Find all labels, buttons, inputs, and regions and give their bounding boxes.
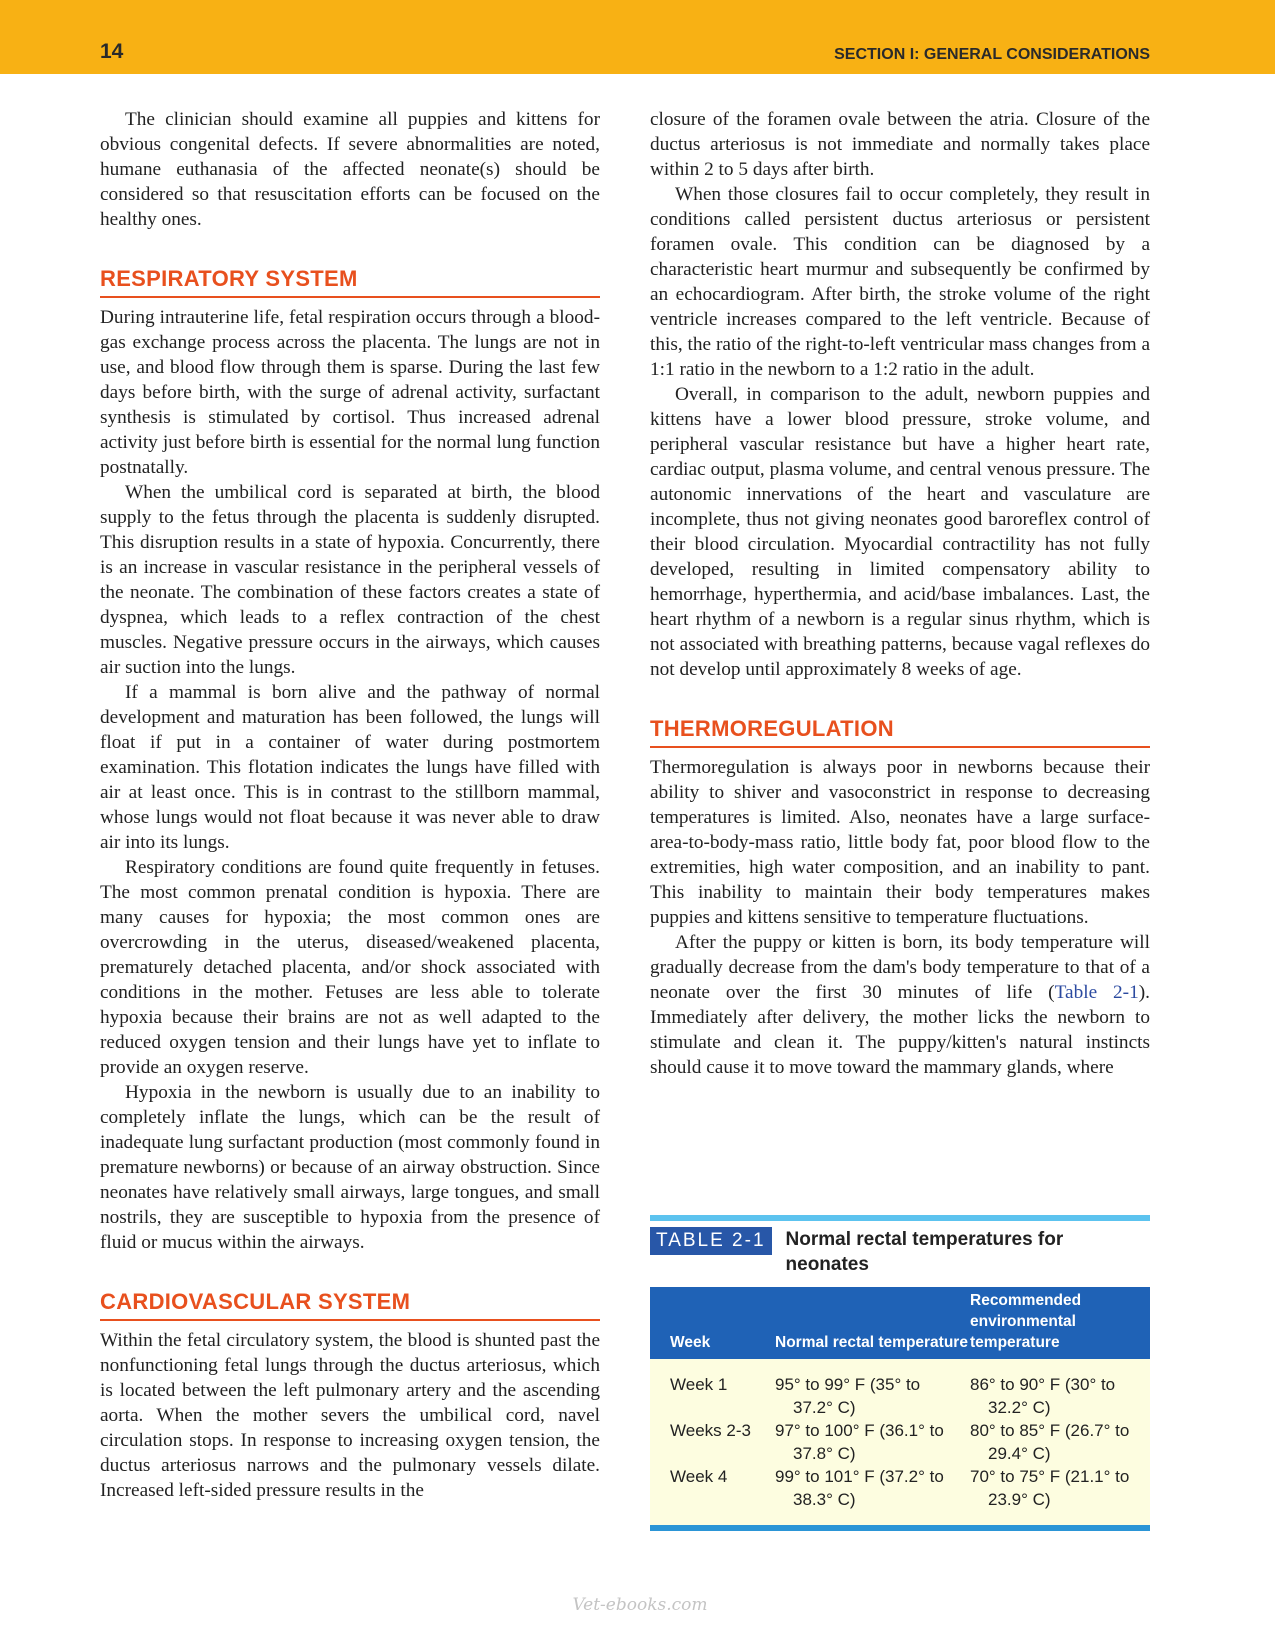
page-number: 14	[100, 40, 124, 63]
respiratory-paragraph-2: When the umbilical cord is separated at birth, the blood supply to the fetus through the placenta is suddenly disrupted. This disruption results in a state of hypoxia. Concurrently, there is an increase in vascular resistance in the peripheral vessels of the neonate. The combination of these factors creates a state of dyspnea, which leads to a reflex contraction of the chest muscles. Negative pressure occurs in the airways, which causes air suction into the lungs.	[100, 482, 600, 678]
header-normal-rectal-temperature: Normal rectal temperature	[775, 1334, 968, 1351]
thermoregulation-paragraph-1: Thermoregulation is always poor in newborns because their ability to shiver and vasoconstrict in response to decreasing temperatures is limited. Also, neonates have a large surface-area-to-body-mass ratio, little body fat, poor blood flow to the extremities, high water composition, and an inability to pant. This inability to maintain their body temperatures makes puppies and kittens sensitive to temperature fluctuations.	[650, 757, 1150, 928]
respiratory-heading: RESPIRATORY SYSTEM	[100, 266, 600, 298]
header-recommended-environmental-temperature: Recommended environmental temperature	[970, 1292, 1082, 1351]
right-column	[650, 107, 1150, 1080]
table-header-row	[650, 1287, 1150, 1359]
table-bottom-rule	[650, 1525, 1150, 1531]
table-2-1-link[interactable]: Table 2-1	[1054, 982, 1139, 1003]
table-cell-environmental: 80° to 85° F (26.7° to 29.4° C)	[970, 1421, 1130, 1463]
table-caption: Normal rectal temperatures for neonates	[785, 1229, 1064, 1275]
table-row	[650, 1419, 1150, 1465]
table-cell-rectal: 99° to 101° F (37.2° to 38.3° C)	[775, 1467, 944, 1509]
thermoregulation-paragraph-2	[650, 930, 1150, 1080]
table-cell-environmental: 70° to 75° F (21.1° to 23.9° C)	[970, 1467, 1130, 1509]
respiratory-paragraph-5: Hypoxia in the newborn is usually due to an inability to completely inflate the lungs, which can be the result of inadequate lung surfactant production (most commonly found in premature newborns) or because of an airway obstruction. Since neonates have relatively small airways, large tongues, and small nostrils, they are susceptible to hypoxia from the presence of fluid or mucus within the airways.	[100, 1082, 600, 1253]
running-section-title: SECTION I: GENERAL CONSIDERATIONS	[834, 46, 1150, 63]
thermo-text-before-link: After the puppy or kitten is born, its body temperature will gradually decrease from the dam's body temperature to that of a neonate over the first 30 minutes of life (	[650, 932, 1150, 1003]
table-cell-week: Week 4	[670, 1467, 728, 1486]
table-cell-rectal: 97° to 100° F (36.1° to 37.8° C)	[775, 1421, 944, 1463]
temperature-table	[650, 1215, 1150, 1531]
table-title-row	[650, 1227, 1150, 1277]
table-row	[650, 1465, 1150, 1511]
table-row	[650, 1373, 1150, 1419]
table-cell-week: Weeks 2-3	[670, 1421, 751, 1440]
cardiovascular-paragraph-1: Within the fetal circulatory system, the blood is shunted past the nonfunctioning fetal lungs through the ductus arteriosus, which is located between the left pulmonary artery and the ascending aorta. When the mother severs the umbilical cord, navel circulation stops. In response to increasing oxygen tension, the ductus arteriosus narrows and the pulmonary vessels dilate. Increased left-sided pressure results in the	[100, 1330, 600, 1501]
intro-paragraph: The clinician should examine all puppies and kittens for obvious congenital defects. If severe abnormalities are noted, humane euthanasia of the affected neonate(s) should be considered so that resuscitation efforts can be focused on the healthy ones.	[100, 109, 600, 230]
table-cell-week: Week 1	[670, 1375, 728, 1394]
table-cell-rectal: 95° to 99° F (35° to 37.2° C)	[775, 1375, 921, 1417]
header-week: Week	[670, 1334, 711, 1351]
cardiovascular-continued: closure of the foramen ovale between the atria. Closure of the ductus arteriosus is not immediate and normally takes place within 2 to 5 days after birth.	[650, 109, 1150, 180]
thermoregulation-heading: THERMOREGULATION	[650, 716, 1150, 748]
cardiovascular-heading: CARDIOVASCULAR SYSTEM	[100, 1289, 600, 1321]
table-cell-environmental: 86° to 90° F (30° to 32.2° C)	[970, 1375, 1116, 1417]
table-number-label: TABLE 2-1	[650, 1227, 772, 1255]
respiratory-paragraph-1: During intrauterine life, fetal respiration occurs through a blood-gas exchange process across the placenta. The lungs are not in use, and blood flow through them is sparse. During the last few days before birth, with the surge of adrenal activity, surfactant synthesis is stimulated by cortisol. Thus increased adrenal activity just before birth is essential for the normal lung function postnatally.	[100, 307, 600, 478]
cardiovascular-paragraph-3: Overall, in comparison to the adult, newborn puppies and kittens have a lower blood pressure, stroke volume, and peripheral vascular resistance but have a higher heart rate, cardiac output, plasma volume, and central venous pressure. The autonomic innervations of the heart and vasculature are incomplete, thus not giving neonates good baroreflex control of their blood circulation. Myocardial contractility has not fully developed, resulting in limited compensatory ability to hemorrhage, hyperthermia, and acid/base imbalances. Last, the heart rhythm of a newborn is a regular sinus rhythm, which is not associated with breathing patterns, because vagal reflexes do not develop until approximately 8 weeks of age.	[650, 384, 1150, 680]
left-column	[100, 107, 600, 1503]
thermo-text-after-link: ). Immediately after delivery, the mother licks the newborn to stimulate and clean it. The puppy/kitten's natural instincts should cause it to move toward the mammary glands, where	[650, 982, 1150, 1078]
cardiovascular-paragraph-2: When those closures fail to occur completely, they result in conditions called persistent ductus arteriosus or persistent foramen ovale. This condition can be diagnosed by a characteristic heart murmur and subsequently be confirmed by an echocardiogram. After birth, the stroke volume of the right ventricle increases compared to the left ventricle. Because of this, the ratio of the right-to-left ventricular mass changes from a 1:1 ratio in the newborn to a 1:2 ratio in the adult.	[650, 184, 1150, 380]
respiratory-paragraph-3: If a mammal is born alive and the pathway of normal development and maturation has been followed, the lungs will float if put in a container of water during postmortem examination. This flotation indicates the lungs have filled with air at least once. This is in contrast to the stillborn mammal, whose lungs would not float because it was never able to draw air into its lungs.	[100, 682, 600, 853]
watermark: Vet-ebooks.com	[572, 1595, 708, 1615]
table-top-rule	[650, 1215, 1150, 1221]
respiratory-paragraph-4: Respiratory conditions are found quite frequently in fetuses. The most common prenatal condition is hypoxia. There are many causes for hypoxia; the most common ones are overcrowding in the uterus, diseased/weakened placenta, prematurely detached placenta, and/or shock associated with conditions in the mother. Fetuses are less able to tolerate hypoxia because their brains are not as well adapted to the reduced oxygen tension and their lungs have yet to inflate to provide an oxygen reserve.	[100, 857, 600, 1078]
table-body	[650, 1359, 1150, 1525]
